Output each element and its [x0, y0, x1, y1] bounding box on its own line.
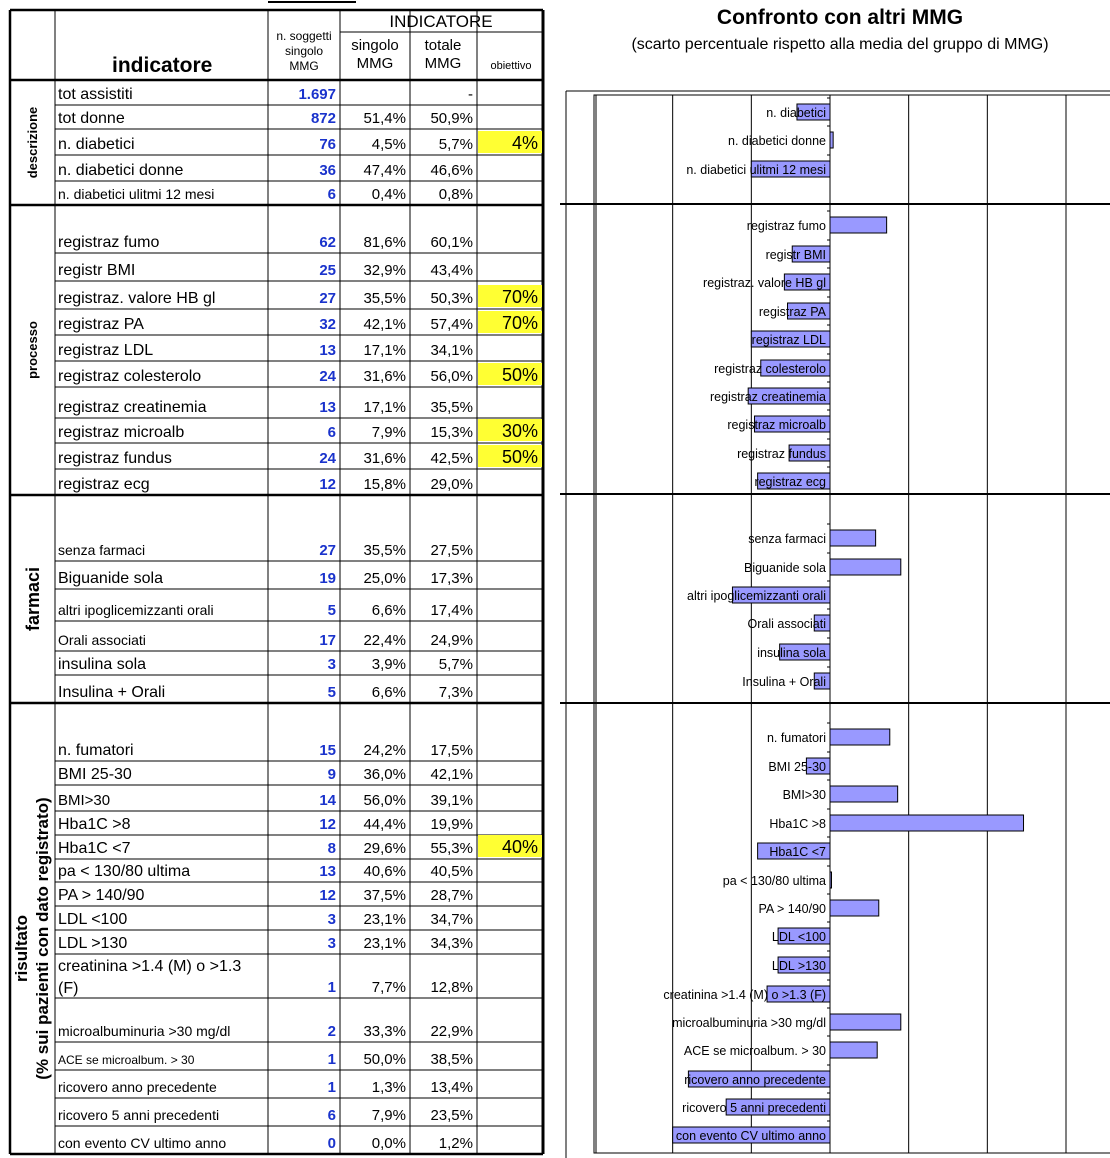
row-totale: 13,4%: [430, 1079, 473, 1096]
row-totale: 50,9%: [430, 110, 473, 127]
category-label: registr BMI: [765, 248, 826, 262]
row-totale: 24,9%: [430, 632, 473, 649]
row-totale: 60,1%: [430, 234, 473, 251]
category-label: n. diabetici: [766, 106, 826, 120]
row-totale: 50,3%: [430, 290, 473, 307]
row-n-soggetti: 36: [319, 162, 336, 179]
row-singolo: 25,0%: [363, 570, 406, 587]
row-n-soggetti: 872: [310, 110, 336, 127]
row-totale: 35,5%: [430, 399, 473, 416]
row-singolo: 32,9%: [363, 262, 406, 279]
row-n-soggetti: 25: [319, 262, 336, 279]
row-n-soggetti: 76: [319, 136, 336, 153]
row-obiettivo: 50%: [501, 447, 538, 467]
chart-subtitle: (scarto percentuale rispetto alla media del gruppo di MMG): [631, 36, 1049, 53]
row-label: ricovero 5 anni precedenti: [58, 1107, 220, 1123]
category-label: Hba1C <7: [769, 845, 826, 859]
row-label: (F): [58, 980, 79, 997]
row-totale: 34,1%: [430, 342, 473, 359]
row-n-soggetti: 27: [319, 290, 336, 307]
row-totale: 1,2%: [438, 1135, 473, 1152]
row-singolo: 40,6%: [363, 863, 406, 880]
row-singolo: 35,5%: [363, 542, 406, 559]
comparison-bar-chart: [556, 0, 1110, 1158]
category-label: pa < 130/80 ultima: [722, 874, 826, 888]
row-label: Hba1C >8: [58, 816, 131, 833]
row-totale: 42,5%: [430, 450, 473, 467]
row-singolo: 51,4%: [363, 110, 406, 127]
header-singolo-mmg: MMG: [356, 55, 394, 72]
row-singolo: 6,6%: [371, 602, 406, 619]
row-n-soggetti: 6: [327, 424, 336, 441]
row-label: BMI 25-30: [58, 766, 132, 783]
row-n-soggetti: 8: [327, 840, 336, 857]
category-label: registraz creatinemia: [709, 390, 826, 404]
header-indicatore: indicatore: [112, 54, 213, 77]
header-singolo-mmg: singolo: [351, 37, 399, 54]
row-n-soggetti: 1: [327, 1051, 336, 1068]
row-totale: 7,3%: [438, 684, 473, 701]
row-singolo: 47,4%: [363, 162, 406, 179]
row-label: registraz creatinemia: [58, 399, 207, 416]
row-totale: 5,7%: [438, 136, 473, 153]
row-totale: 12,8%: [430, 979, 473, 996]
row-label: con evento CV ultimo anno: [58, 1135, 227, 1151]
header-n-soggetti: MMG: [289, 59, 319, 73]
row-singolo: 42,1%: [363, 316, 406, 333]
category-label: n. diabetici ulitmi 12 mesi: [686, 163, 826, 177]
row-label: registraz colesterolo: [58, 368, 202, 385]
bar: [830, 900, 879, 916]
row-n-soggetti: 32: [319, 316, 336, 333]
row-totale: 5,7%: [438, 656, 473, 673]
row-totale: 46,6%: [430, 162, 473, 179]
bar: [830, 530, 876, 546]
row-label: BMI>30: [58, 792, 111, 809]
row-singolo: 50,0%: [363, 1051, 406, 1068]
row-singolo: 6,6%: [371, 684, 406, 701]
row-singolo: 35,5%: [363, 290, 406, 307]
row-singolo: 36,0%: [363, 766, 406, 783]
row-singolo: 29,6%: [363, 840, 406, 857]
category-label: registraz microalb: [727, 418, 826, 432]
section-label: risultato: [12, 914, 31, 983]
row-n-soggetti: 19: [319, 570, 336, 587]
row-n-soggetti: 3: [327, 911, 336, 928]
category-label: registraz fundus: [737, 447, 826, 461]
row-singolo: 23,1%: [363, 935, 406, 952]
row-n-soggetti: 27: [319, 542, 336, 559]
row-label: LDL >130: [58, 935, 128, 952]
row-totale: 23,5%: [430, 1107, 473, 1124]
row-n-soggetti: 13: [319, 342, 336, 359]
category-label: Biguanide sola: [743, 561, 826, 575]
row-singolo: 7,9%: [371, 1107, 406, 1124]
row-n-soggetti: 6: [327, 1107, 336, 1124]
row-singolo: 81,6%: [363, 234, 406, 251]
row-label: insulina sola: [58, 656, 147, 673]
section-label: processo: [25, 321, 40, 379]
category-label: n. fumatori: [766, 731, 826, 745]
row-label: Orali associati: [58, 632, 146, 648]
category-label: registraz colesterolo: [714, 362, 826, 376]
row-obiettivo: 40%: [501, 837, 538, 857]
row-singolo: 15,8%: [363, 476, 406, 493]
header-totale-mmg: MMG: [424, 55, 462, 72]
row-label: ricovero anno precedente: [58, 1079, 217, 1095]
category-label: Orali associati: [747, 617, 826, 631]
row-n-soggetti: 12: [319, 476, 336, 493]
row-label: tot assistiti: [58, 86, 133, 103]
row-totale: 17,3%: [430, 570, 473, 587]
row-label: senza farmaci: [58, 542, 146, 558]
row-obiettivo: 30%: [501, 421, 538, 441]
row-n-soggetti: 15: [319, 742, 336, 759]
row-totale: 40,5%: [430, 863, 473, 880]
row-singolo: 4,5%: [371, 136, 406, 153]
category-label: n. diabetici donne: [728, 134, 826, 148]
bar: [830, 559, 901, 575]
row-n-soggetti: 5: [327, 602, 336, 619]
row-label: tot donne: [58, 110, 125, 127]
row-totale: 29,0%: [430, 476, 473, 493]
header-obiettivo: obiettivo: [490, 60, 532, 72]
row-n-soggetti: 12: [319, 887, 336, 904]
category-label: registraz fumo: [746, 219, 826, 233]
category-label: registraz LDL: [751, 333, 826, 347]
section-label: farmaci: [23, 566, 43, 632]
row-totale: 22,9%: [430, 1023, 473, 1040]
row-singolo: 37,5%: [363, 887, 406, 904]
category-label: LDL >130: [771, 959, 826, 973]
row-n-soggetti: 9: [327, 766, 336, 783]
row-label: registraz microalb: [58, 424, 185, 441]
category-label: BMI>30: [782, 788, 826, 802]
row-n-soggetti: 1: [327, 1079, 336, 1096]
row-singolo: 31,6%: [363, 368, 406, 385]
row-singolo: 44,4%: [363, 816, 406, 833]
row-n-soggetti: 24: [319, 368, 336, 385]
category-label: con evento CV ultimo anno: [675, 1129, 826, 1143]
row-obiettivo: 70%: [501, 287, 538, 307]
row-label: registr BMI: [58, 262, 136, 279]
row-n-soggetti: 17: [319, 632, 336, 649]
category-label: microalbuminuria >30 mg/dl: [672, 1016, 826, 1030]
row-totale: 0,8%: [438, 186, 473, 203]
row-singolo: 22,4%: [363, 632, 406, 649]
row-totale: 34,3%: [430, 935, 473, 952]
row-totale: 43,4%: [430, 262, 473, 279]
bar: [830, 1014, 901, 1030]
category-label: registraz ecg: [754, 475, 826, 489]
section-label-note: (% sui pazienti con dato registrato): [33, 797, 52, 1080]
row-label: registraz fundus: [58, 450, 172, 467]
row-totale: 55,3%: [430, 840, 473, 857]
row-n-soggetti: 12: [319, 816, 336, 833]
bar: [830, 815, 1024, 831]
header-n-soggetti: singolo: [284, 44, 324, 58]
category-label: altri ipoglicemizzanti orali: [687, 589, 826, 603]
row-n-soggetti: 3: [327, 656, 336, 673]
category-label: insulina sola: [757, 646, 826, 660]
row-n-soggetti: 1.697: [298, 86, 336, 103]
row-singolo: 1,3%: [371, 1079, 406, 1096]
row-label: microalbuminuria >30 mg/dl: [58, 1023, 231, 1039]
row-n-soggetti: 14: [319, 792, 336, 809]
row-n-soggetti: 6: [327, 186, 336, 203]
row-label: PA > 140/90: [58, 887, 145, 904]
bar: [830, 1042, 877, 1058]
row-totale: 28,7%: [430, 887, 473, 904]
category-label: Insulina + Orali: [742, 675, 826, 689]
row-label: registraz LDL: [58, 342, 154, 359]
bar: [830, 729, 890, 745]
bar: [830, 132, 833, 148]
header-indicatore-group: INDICATORE: [389, 12, 493, 31]
row-singolo: 7,9%: [371, 424, 406, 441]
row-singolo: 23,1%: [363, 911, 406, 928]
row-label: n. diabetici ulitmi 12 mesi: [58, 186, 215, 202]
row-totale: 38,5%: [430, 1051, 473, 1068]
row-totale: 34,7%: [430, 911, 473, 928]
row-obiettivo: 50%: [501, 365, 538, 385]
section-label: descrizione: [25, 106, 40, 179]
row-singolo: 17,1%: [363, 399, 406, 416]
row-label: registraz. valore HB gl: [58, 290, 216, 307]
row-label: altri ipoglicemizzanti orali: [58, 602, 214, 618]
row-n-soggetti: 24: [319, 450, 336, 467]
category-label: registraz. valore HB gl: [703, 276, 826, 290]
category-label: ACE se microalbum. > 30: [683, 1044, 826, 1058]
row-label: pa < 130/80 ultima: [58, 863, 191, 880]
row-n-soggetti: 3: [327, 935, 336, 952]
category-label: BMI 25-30: [768, 760, 826, 774]
row-label: registraz fumo: [58, 234, 160, 251]
row-n-soggetti: 0: [327, 1135, 336, 1152]
row-singolo: 17,1%: [363, 342, 406, 359]
row-n-soggetti: 62: [319, 234, 336, 251]
row-label: Insulina + Orali: [58, 684, 166, 701]
row-n-soggetti: 13: [319, 863, 336, 880]
row-n-soggetti: 5: [327, 684, 336, 701]
header-totale-mmg: totale: [424, 37, 462, 54]
row-n-soggetti: 1: [327, 979, 336, 996]
row-singolo: 33,3%: [363, 1023, 406, 1040]
bar: [830, 872, 832, 888]
row-label: n. diabetici donne: [58, 162, 184, 179]
row-label: LDL <100: [58, 911, 128, 928]
row-totale: 19,9%: [430, 816, 473, 833]
bar: [830, 217, 887, 233]
chart-title: Confronto con altri MMG: [716, 6, 964, 29]
row-label: creatinina >1.4 (M) o >1.3: [58, 958, 242, 975]
row-label: ACE se microalbum. > 30: [58, 1053, 195, 1067]
row-label: n. fumatori: [58, 742, 134, 759]
row-n-soggetti: 13: [319, 399, 336, 416]
row-obiettivo: 70%: [501, 313, 538, 333]
category-label: registraz PA: [758, 305, 826, 319]
row-totale: -: [468, 86, 473, 103]
row-label: Hba1C <7: [58, 840, 131, 857]
row-singolo: 56,0%: [363, 792, 406, 809]
row-singolo: 7,7%: [371, 979, 406, 996]
category-label: LDL <100: [771, 930, 826, 944]
row-obiettivo: 4%: [511, 133, 538, 153]
bar: [830, 786, 898, 802]
row-label: n. diabetici: [58, 136, 135, 153]
row-singolo: 24,2%: [363, 742, 406, 759]
category-label: senza farmaci: [748, 532, 826, 546]
row-label: Biguanide sola: [58, 570, 163, 587]
row-totale: 15,3%: [430, 424, 473, 441]
row-totale: 17,4%: [430, 602, 473, 619]
row-n-soggetti: 2: [327, 1023, 336, 1040]
row-label: registraz ecg: [58, 476, 150, 493]
row-totale: 57,4%: [430, 316, 473, 333]
row-singolo: 0,0%: [371, 1135, 406, 1152]
row-totale: 39,1%: [430, 792, 473, 809]
category-label: ricovero anno precedente: [684, 1073, 826, 1087]
category-label: Hba1C >8: [769, 817, 826, 831]
row-singolo: 0,4%: [371, 186, 406, 203]
category-label: creatinina >1.4 (M) o >1.3 (F): [663, 988, 826, 1002]
category-label: PA > 140/90: [758, 902, 826, 916]
category-label: ricovero 5 anni precedenti: [682, 1101, 826, 1115]
row-totale: 27,5%: [430, 542, 473, 559]
row-singolo: 3,9%: [371, 656, 406, 673]
row-totale: 17,5%: [430, 742, 473, 759]
row-singolo: 31,6%: [363, 450, 406, 467]
row-totale: 42,1%: [430, 766, 473, 783]
header-n-soggetti: n. soggetti: [276, 29, 332, 43]
row-label: registraz PA: [58, 316, 144, 333]
row-totale: 56,0%: [430, 368, 473, 385]
